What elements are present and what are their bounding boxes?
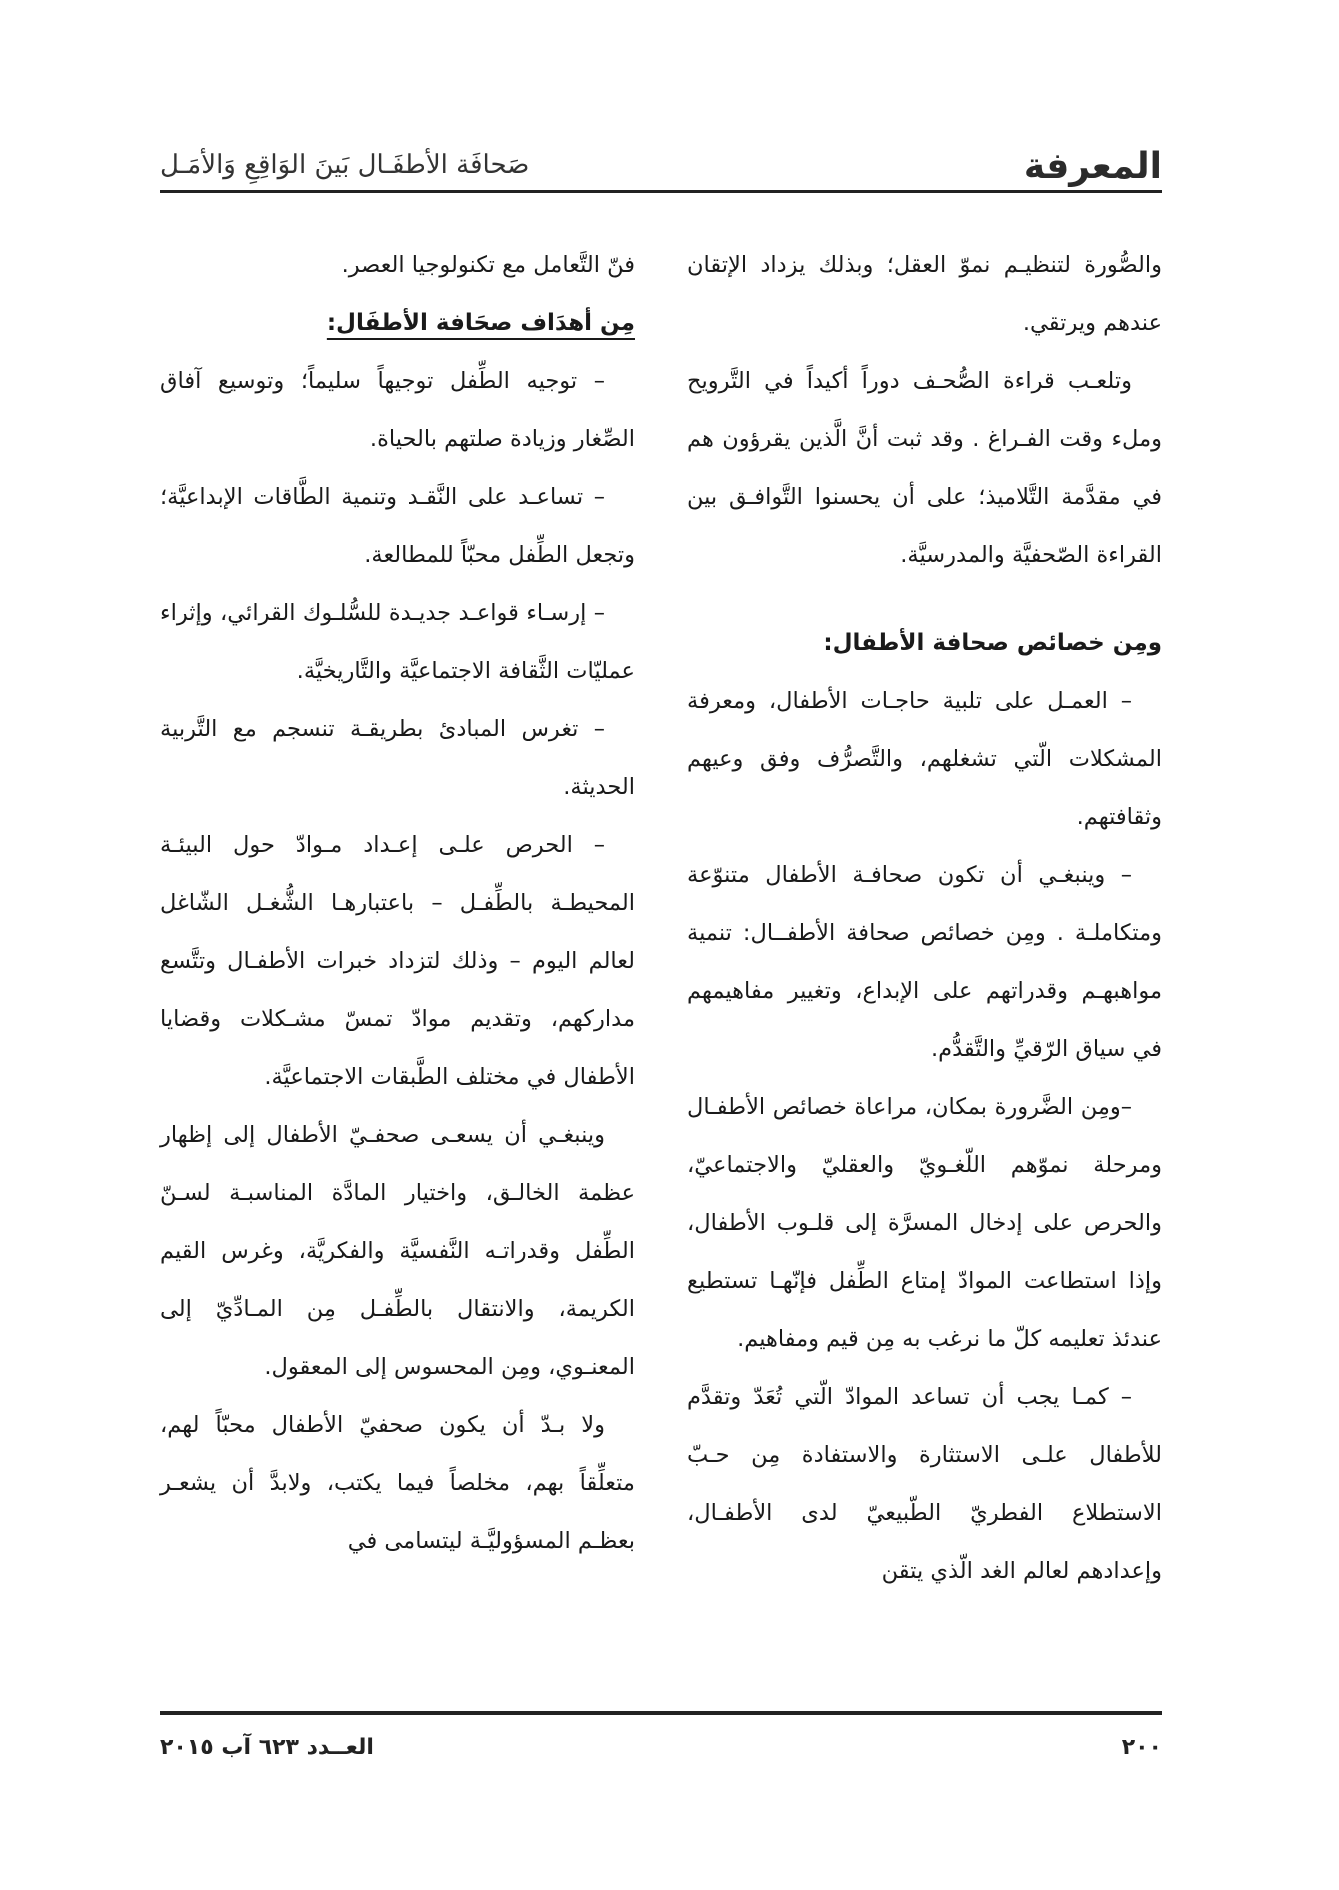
- paragraph: والصُّورة لتنظيـم نموّ العقل؛ وبذلك يزداد الإتقان عندهم ويرتقي.: [687, 252, 1162, 336]
- paragraph: ولا بـدّ أن يكون صحفيّ الأطفال محبّاً لهم، متعلِّقاً بهم، مخلصاً فيما يكتب، ولابدَّ أن يشعـر بعظـم المسؤوليَّـة ليتسامى في: [160, 1412, 635, 1554]
- bullet-paragraph: – كمـا يجب أن تساعد الموادّ الّتي تُعَدّ وتقدَّم للأطفال علـى الاستثارة والاستفادة مِن حـبّ الاستطلاع الفطريّ الطّبيعيّ لدى الأطفـال، وإعدادهم لعالم الغد الّذي يتقن: [687, 1384, 1162, 1584]
- right-column: [687, 236, 1162, 1600]
- bullet-paragraph: – الحرص علـى إعـداد مـوادّ حول البيئـة المحيطـة بالطِّفـل – باعتبارهـا الشُّغـل الشّاغل لعالم اليوم – وذلك لتزداد خبرات الأطفـال وتتَّسع مداركهم، وتقديم موادّ تمسّ مشـكلات وقضايا الأطفال في مختلف الطَّبقات الاجتماعيَّة.: [160, 832, 635, 1090]
- section-heading: ومِن خصائص صحافة الأطفال:: [823, 630, 1162, 656]
- bullet-paragraph: – العمـل على تلبية حاجـات الأطفال، ومعرفة المشكلات الّتي تشغلهم، والتَّصرُّف وفق وعيهم وثقافتهم.: [687, 688, 1162, 830]
- spacer: [687, 584, 1162, 614]
- running-title: صَحافَة الأطفَـال بَينَ الوَاقِعِ وَالأمَـل: [160, 150, 530, 180]
- section-heading: مِن أهدَاف صحَافة الأطفَال:: [326, 310, 635, 336]
- footer-divider: [160, 1711, 1162, 1715]
- page-footer: [160, 1735, 1162, 1775]
- left-column: [160, 236, 635, 1570]
- bullet-paragraph: – تساعـد على النَّقـد وتنمية الطَّاقات الإبداعيَّة؛ وتجعل الطِّفل محبّاً للمطالعة.: [160, 484, 635, 568]
- bullet-paragraph: –ومِن الضَّرورة بمكان، مراعاة خصائص الأطفـال ومرحلة نموّهم اللّغـويّ والعقليّ والاجتماعيّ، والحرص على إدخال المسرَّة إلى قلـوب الأطفال، وإذا استطاعت الموادّ إمتاع الطِّفل فإنّهـا تستطيع عندئذ تعليمه كلّ ما نرغب به مِن قيم ومفاهيم.: [687, 1094, 1162, 1352]
- issue-info: العــدد ٦٢٣ آب ٢٠١٥: [160, 1735, 374, 1760]
- paragraph: وينبغـي أن يسعـى صحفـيّ الأطفال إلى إظهار عظمة الخالـق، واختيار المادَّة المناسبـة لسـنّ الطِّفل وقدراتـه النَّفسيَّة والفكريَّة، وغرس القيم الكريمة، والانتقال بالطِّفـل مِن المـادِّيّ إلى المعنـوي، ومِن المحسوس إلى المعقول.: [160, 1122, 635, 1380]
- bullet-paragraph: – توجيه الطِّفل توجيهاً سليماً؛ وتوسيع آفاق الصِّغار وزيادة صلتهم بالحياة.: [160, 368, 635, 452]
- header-divider: [160, 190, 1162, 193]
- bullet-paragraph: – تغرس المبادئ بطريقـة تنسجم مع التَّربية الحديثة.: [160, 716, 635, 800]
- page-number: ٢٠٠: [1121, 1735, 1162, 1760]
- page-header: [160, 142, 1162, 192]
- paragraph: فنّ التَّعامل مع تكنولوجيا العصر.: [341, 252, 635, 278]
- bullet-paragraph: – وينبغـي أن تكون صحافـة الأطفال متنوّعة ومتكاملـة . ومِن خصائص صحافة الأطفــال: تنمية مواهبهـم وقدراتهم على الإبداع، وتغيير مفاهيمهم في سياق الرّقيِّ والتَّقدُّم.: [687, 862, 1162, 1062]
- paragraph: وتلعـب قراءة الصُّحـف دوراً أكيداً في التَّرويح وملء وقت الفـراغ . وقد ثبت أنَّ الَّذين يقرؤون هم في مقدَّمة التَّلاميذ؛ على أن يحسنوا التَّوافـق بين القراءة الصّحفيَّة والمدرسيَّة.: [687, 368, 1162, 568]
- bullet-paragraph: – إرسـاء قواعـد جديـدة للسُّلـوك القرائي، وإثراء عمليّات الثَّقافة الاجتماعيَّة والتَّاريخيَّة.: [160, 600, 635, 684]
- magazine-logo: المعرفة: [1023, 146, 1162, 187]
